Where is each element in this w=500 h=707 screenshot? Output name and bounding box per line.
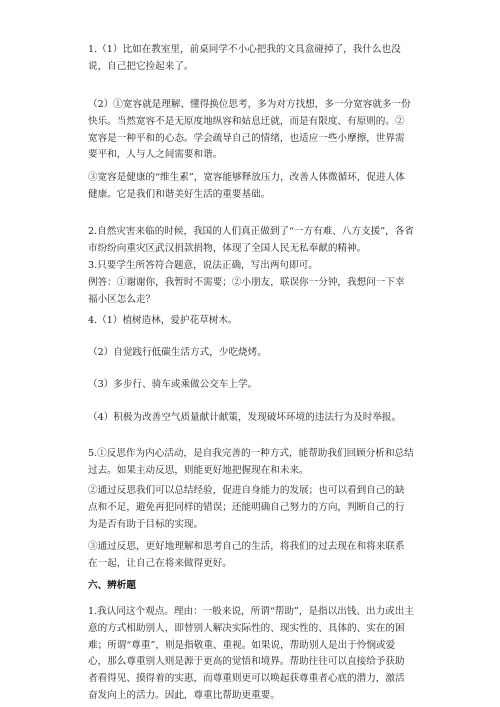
answer-5-part-2: ②通过反思我们可以总结经验，促进自身能力的发展；也可以看到自己的缺点和不足，避免再犯同样的错误；还能明确自己努力的方向，判断自己的行为是否有助于目标的实现。 (88, 485, 405, 530)
answer-4-item-4: （4）积极为改善空气质量献计献策，发现破坏环境的违法行为及时举报。 (88, 412, 402, 423)
answer-1-part-3: ③宽容是健康的“维生素”，宽容能够释放压力，改善人体微循环，促进人体健康。它是我们和谐美好生活的重要基础。 (88, 172, 405, 200)
section-heading: 六、辨析题 (88, 580, 136, 591)
answer-2: 2.自然灾害来临的时候，我国的人们真正做到了“一方有难、八方支援”，各省市纷纷向重灾区武汉捐款捐物，体现了全国人民无私奉献的精神。 (88, 226, 414, 254)
answer-3-example: 例答：①谢谢你，我暂时不需要；②小朋友，联误你一分钟，我想问一下幸福小区怎么走？ (88, 277, 405, 305)
answer-4-item-2: （2）自觉践行低碳生活方式，少吃烧烤。 (88, 347, 267, 358)
answer-1-part-2: （2）①宽容就是理解、懂得换位思考，多为对方找想，多一分宽容就多一份快乐。当然宽容不是无原度地纵容和姑息迁就，而是有限度、有原则的。②宽容是一种平和的心态。学会疏导自己的情绪，也适应一些小摩擦，世界需要平和，人与人之间需要和谐。 (88, 99, 411, 161)
answer-5: 5.①反思作为内心活动，是自我完善的一种方式，能帮助我们回顾分析和总结过去。如果主动反思，则能更好地把握现在和未来。 (88, 448, 414, 476)
answer-4-item-1: 4.（1）植树造林，爱护花草树木。 (88, 315, 238, 326)
answer-1: 1.（1）比如在教室里，前桌同学不小心把我的文具盒碰掉了，我什么也没说，自己把它捡起来了。 (88, 44, 401, 72)
answer-5-part-3: ③通过反思，更好地理解和思考自己的生活，将我们的过去现在和将来联系在一起，让自己在将来做得更好。 (88, 541, 405, 569)
answer-4-item-3: （3）多步行、骑车或乘做公交车上学。 (88, 379, 258, 390)
discussion-answer-1: 1.我认同这个观点。理由：一般来说，所谓“帮助”，是指以出钱、出力或出主意的方式相助别人，即替别人解决实际性的、现实性的、具体的、实在的困难；所谓“尊重”，则是指敬重、重视。如果说，帮助别人是出于怜悯或爱心，那么尊重别人则是源于更高的觉悟和境界。帮助往往可以直接给予获助者看得见、摸得着的实惠，而尊重则更可以唤起获尊重者心底的潜力，激活奋发向上的活力。因此，尊重比帮助更重要。 (88, 606, 414, 701)
answer-3: 3.只要学生所答符合题意，说法正确，写出两句即可。 (88, 260, 318, 271)
